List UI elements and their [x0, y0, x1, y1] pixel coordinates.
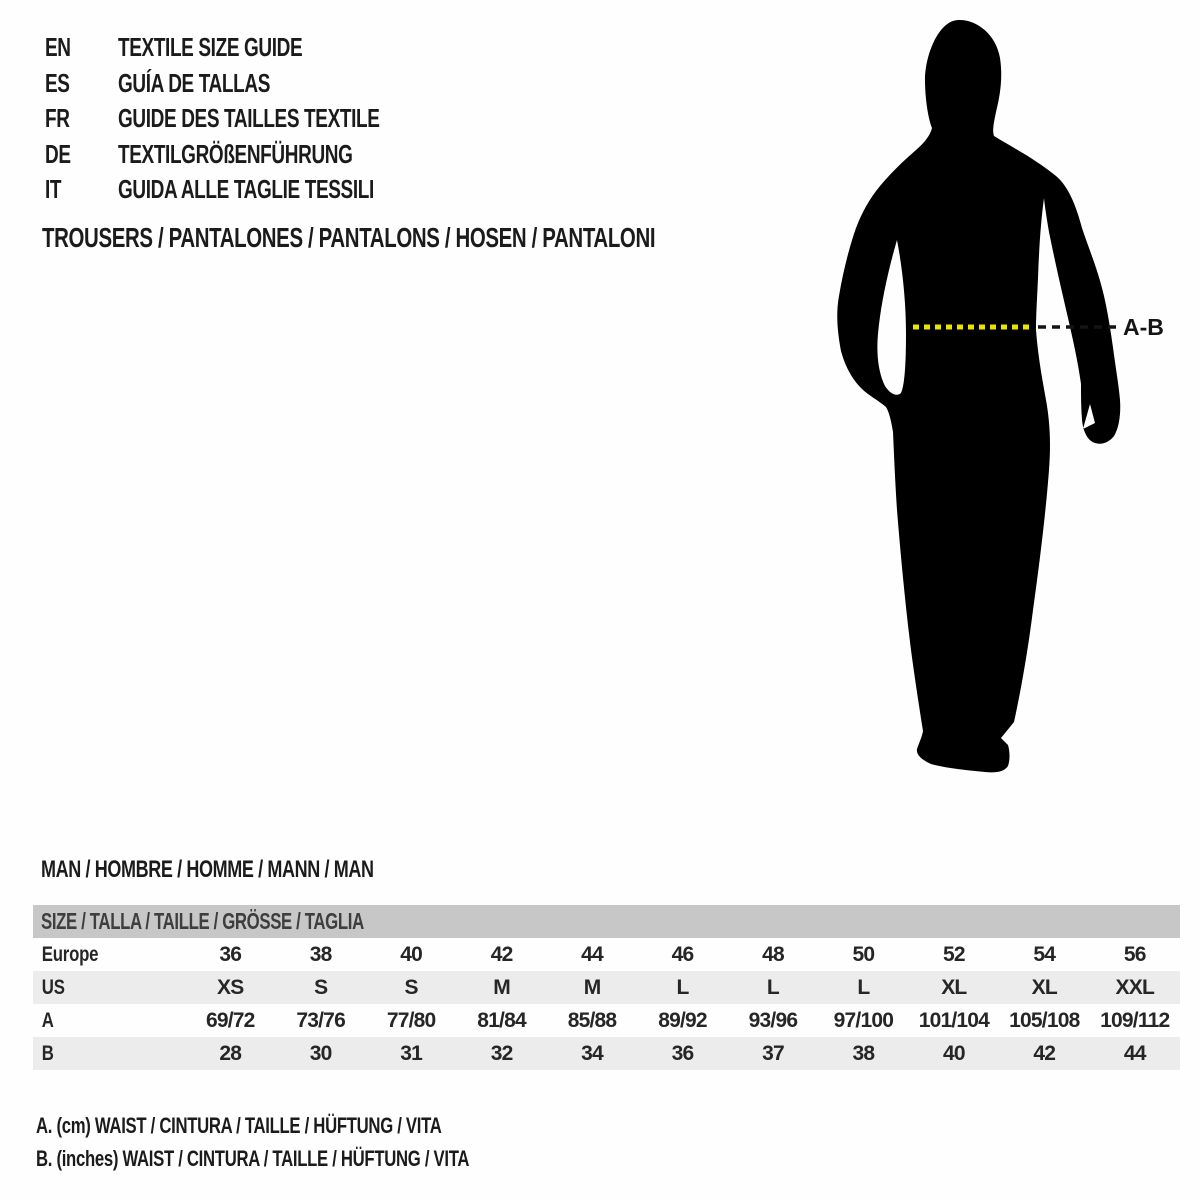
size-cell: 101/104: [918, 1008, 989, 1032]
size-cell: 42: [490, 942, 513, 966]
size-cell: 46: [671, 942, 694, 966]
row-label: Europe: [41, 942, 99, 966]
row-label: B: [41, 1041, 54, 1065]
table-row-us: [33, 971, 1180, 1004]
language-title: GUÍA DE TALLAS: [118, 67, 270, 98]
size-cell: XL: [941, 975, 967, 999]
man-silhouette: [837, 20, 1120, 772]
size-cell: 37: [762, 1041, 784, 1065]
size-cell: XL: [1031, 975, 1057, 999]
size-cell: 73/76: [296, 1008, 345, 1032]
size-cell: L: [766, 975, 779, 999]
note-b-inches: B. (inches) WAIST / CINTURA / TAILLE / HÜFTUNG / VITA: [36, 1146, 470, 1171]
size-cell: S: [314, 975, 328, 999]
size-cell: 50: [852, 942, 875, 966]
size-cell: 109/112: [1100, 1008, 1170, 1032]
size-cell: 97/100: [833, 1008, 894, 1032]
size-cell: 40: [400, 942, 423, 966]
size-cell: XXL: [1115, 975, 1154, 999]
language-code: EN: [45, 32, 71, 62]
size-cell: XS: [217, 975, 244, 999]
size-cell: M: [493, 975, 510, 999]
row-label: A: [41, 1008, 54, 1032]
size-cell: 44: [1123, 1041, 1146, 1065]
size-cell: 38: [852, 1041, 875, 1065]
row-label: US: [41, 975, 65, 999]
size-cell: S: [404, 975, 418, 999]
table-row-a-cm: [33, 1004, 1180, 1037]
size-cell: L: [676, 975, 689, 999]
language-title: TEXTILGRÖßENFÜHRUNG: [118, 138, 353, 169]
size-table-header: [33, 905, 1180, 938]
size-cell: 42: [1033, 1041, 1056, 1065]
size-cell: 52: [942, 942, 965, 966]
size-cell: 85/88: [567, 1008, 617, 1032]
garment-title: TROUSERS / PANTALONES / PANTALONS / HOSEN / PANTALONI: [42, 222, 656, 253]
size-cell: 44: [581, 942, 603, 966]
table-row-europe: [33, 938, 1180, 971]
language-code: DE: [45, 138, 71, 169]
measurement-notes: [36, 1109, 606, 1175]
size-cell: 69/72: [205, 1008, 255, 1032]
language-code: FR: [45, 103, 70, 133]
language-title: GUIDE DES TAILLES TEXTILE: [118, 103, 380, 133]
size-cell: 36: [219, 942, 242, 966]
size-cell: 56: [1123, 942, 1146, 966]
measure-label-ab: A-B: [1123, 314, 1164, 340]
size-cell: 40: [942, 1041, 965, 1065]
size-cell: 54: [1033, 942, 1056, 966]
language-title: TEXTILE SIZE GUIDE: [118, 32, 303, 62]
table-row-b-inches: [33, 1037, 1180, 1070]
size-cell: 105/108: [1009, 1008, 1080, 1032]
size-cell: 48: [762, 942, 784, 966]
man-silhouette-figure: [810, 10, 1130, 790]
section-title-man: MAN / HOMBRE / HOMME / MANN / MAN: [41, 856, 374, 883]
size-table-header-label: SIZE / TALLA / TAILLE / GRÖSSE / TAGLIA: [41, 908, 364, 934]
size-cell: 89/92: [658, 1008, 707, 1032]
size-cell: 81/84: [477, 1008, 526, 1032]
language-code: ES: [45, 67, 70, 98]
language-title: GUIDA ALLE TAGLIE TESSILI: [118, 174, 374, 204]
size-cell: 93/96: [748, 1008, 798, 1032]
size-cell: M: [583, 975, 601, 999]
size-cell: 38: [309, 942, 332, 966]
size-cell: 36: [671, 1041, 694, 1065]
size-table: [33, 905, 1180, 1070]
language-code: IT: [45, 174, 62, 204]
size-cell: 31: [400, 1041, 423, 1065]
size-cell: 77/80: [386, 1008, 436, 1032]
size-cell: 28: [219, 1041, 242, 1065]
size-cell: 32: [490, 1041, 513, 1065]
size-cell: L: [857, 975, 870, 999]
note-a-cm: A. (cm) WAIST / CINTURA / TAILLE / HÜFTUNG / VITA: [36, 1113, 442, 1138]
size-cell: 30: [309, 1041, 332, 1065]
size-cell: 34: [581, 1041, 603, 1065]
